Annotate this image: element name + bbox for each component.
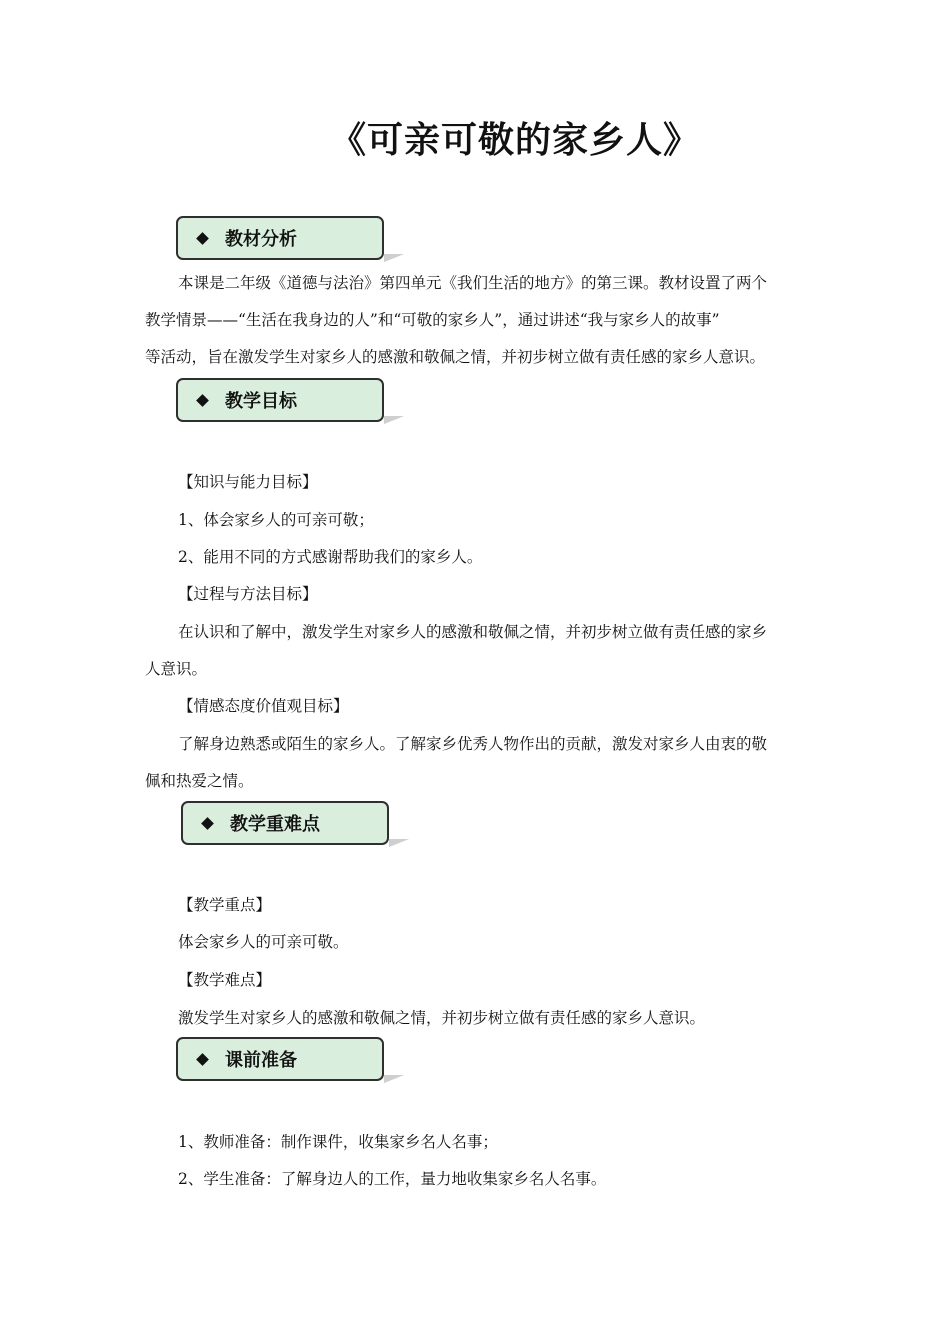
paragraph-line: 在认识和了解中，激发学生对家乡人的感激和敬佩之情，并初步树立做有责任感的家乡 [178, 623, 768, 641]
section-heading-label: 教材分析 [225, 229, 297, 250]
section-heading-preparation [176, 1037, 384, 1081]
paragraph-line: 激发学生对家乡人的感激和敬佩之情，并初步树立做有责任感的家乡人意识。 [178, 1009, 706, 1027]
subsection-label: 【教学难点】 [178, 971, 272, 989]
heading-shadow [384, 1075, 404, 1083]
paragraph-line: 本课是二年级《道德与法治》第四单元《我们生活的地方》的第三课。教材设置了两个 [178, 274, 768, 292]
subsection-label: 【情感态度价值观目标】 [178, 697, 349, 715]
section-heading-analysis [176, 216, 384, 260]
subsection-label: 【过程与方法目标】 [178, 585, 318, 603]
paragraph-line: 教学情景——“生活在我身边的人”和“可敬的家乡人”，通过讲述“我与家乡人的故事” [145, 311, 720, 329]
section-heading-key-points [181, 801, 389, 845]
heading-shadow [384, 254, 404, 262]
section-heading-label: 教学目标 [225, 391, 297, 412]
diamond-bullet-icon [201, 817, 214, 830]
heading-shadow [389, 839, 409, 847]
list-item: 2、能用不同的方式感谢帮助我们的家乡人。 [178, 548, 483, 566]
list-item: 1、体会家乡人的可亲可敬； [178, 511, 374, 529]
subsection-label: 【教学重点】 [178, 896, 272, 914]
section-heading-label: 教学重难点 [230, 814, 320, 835]
document-title: 《可亲可敬的家乡人》 [330, 120, 701, 161]
list-item: 2、学生准备：了解身边人的工作，量力地收集家乡名人名事。 [178, 1170, 607, 1188]
list-item: 1、教师准备：制作课件，收集家乡名人名事； [178, 1133, 498, 1151]
diamond-bullet-icon [196, 232, 209, 245]
diamond-bullet-icon [196, 394, 209, 407]
section-heading-label: 课前准备 [225, 1050, 297, 1071]
heading-shadow [384, 416, 404, 424]
paragraph-line: 人意识。 [145, 660, 208, 678]
paragraph-line: 佩和热爱之情。 [145, 772, 254, 790]
paragraph-line: 了解身边熟悉或陌生的家乡人。了解家乡优秀人物作出的贡献，激发对家乡人由衷的敬 [178, 735, 768, 753]
paragraph-line: 体会家乡人的可亲可敬。 [178, 933, 349, 951]
paragraph-line: 等活动，旨在激发学生对家乡人的感激和敬佩之情，并初步树立做有责任感的家乡人意识。 [145, 348, 766, 366]
diamond-bullet-icon [196, 1053, 209, 1066]
subsection-label: 【知识与能力目标】 [178, 473, 318, 491]
section-heading-goals [176, 378, 384, 422]
